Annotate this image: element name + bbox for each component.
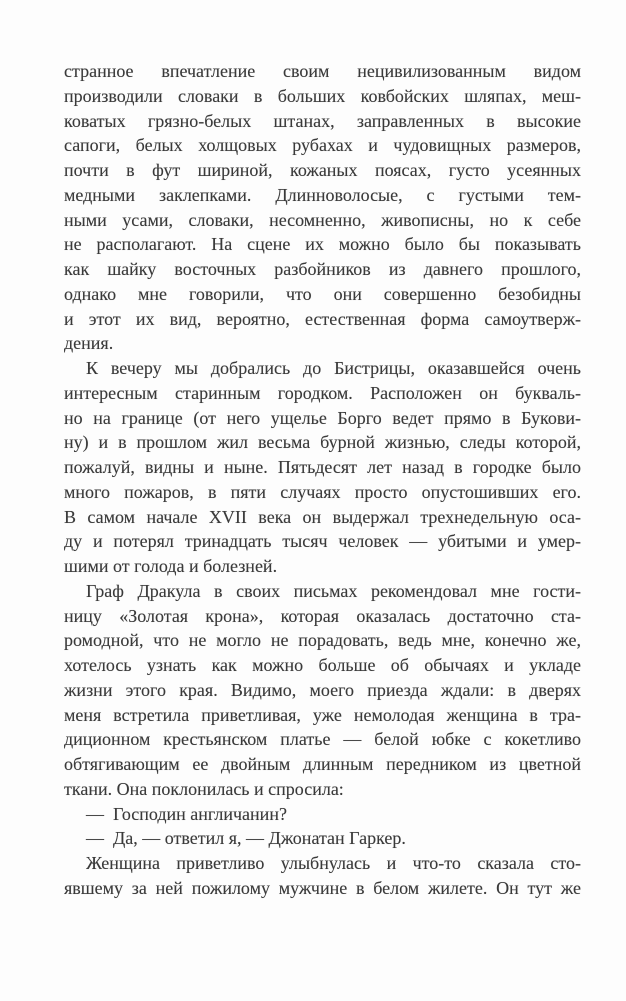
text-line: меня встретила приветливая, уже немолодая женщина в тра-	[64, 704, 581, 725]
text-line: и этот их вид, вероятно, естественная форма самоутверж-	[64, 308, 581, 329]
text-line: странное впечатление своим нецивилизованным видом	[64, 61, 581, 81]
text-line: Женщина приветливо улыбнулась и что-то сказала сто-	[86, 853, 581, 873]
paragraph	[64, 851, 581, 901]
text-line: медными заклепками. Длинноволосые, с густыми тем-	[64, 184, 581, 205]
text-line: интересным старинным городком. Расположен он букваль-	[64, 382, 581, 403]
text-line: ными усами, словаки, несомненно, живописны, но к себе	[64, 209, 581, 230]
text-line: ткани. Она поклонилась и спросила:	[64, 778, 344, 799]
text-line: — Да, — ответил я, — Джонатан Гаркер.	[86, 828, 406, 849]
paragraph	[64, 59, 581, 356]
text-line: дения.	[64, 333, 114, 354]
paragraph	[64, 356, 581, 579]
text-line: коватых грязно-белых штанах, заправленных в высокие	[64, 110, 581, 131]
text-line: производили словаки в больших ковбойских шляпах, меш-	[64, 85, 581, 106]
text-line: как шайку восточных разбойников из давнего прошлого,	[64, 259, 581, 279]
text-line: явшему за ней пожилому мужчине в белом жилете. Он тут же	[64, 877, 581, 898]
text-line: В самом начале XVII века он выдержал трехнедельную оса-	[64, 506, 581, 527]
text-line: — Господин англичанин?	[86, 803, 287, 824]
text-line: диционном крестьянском платье — белой юбке с кокетливо	[64, 729, 581, 750]
text-line: не располагают. На сцене их можно было бы показывать	[64, 234, 581, 255]
paragraph	[64, 579, 581, 802]
text-line: однако мне говорили, что они совершенно безобидны	[64, 283, 581, 304]
text-line: сапоги, белых холщовых рубахах и чудовищных размеров,	[64, 135, 581, 156]
text-line: ницу «Золотая крона», которая оказалась достаточно ста-	[64, 605, 581, 626]
dialogue-paragraph	[64, 802, 581, 827]
text-line: жизни этого края. Видимо, моего приезда ждали: в дверях	[64, 679, 581, 700]
text-line: пожалуй, видны и ныне. Пятьдесят лет назад в городке было	[64, 457, 581, 477]
text-line: ду и потерял тринадцать тысяч человек — убитыми и умер-	[64, 531, 581, 552]
text-line: обтягивающим ее двойным длинным передником из цветной	[64, 754, 581, 774]
page-text	[64, 59, 581, 901]
text-line: но на границе (от него ущелье Борго ведет прямо в Букови-	[64, 407, 581, 428]
text-line: почти в фут шириной, кожаных поясах, густо усеянных	[64, 160, 581, 180]
dialogue-paragraph	[64, 826, 581, 851]
text-line: хотелось узнать как можно больше об обычаях и укладе	[64, 655, 581, 675]
text-line: ну) и в прошлом жил весьма бурной жизнью, следы которой,	[64, 432, 581, 453]
text-line: К вечеру мы добрались до Бистрицы, оказавшейся очень	[86, 358, 581, 378]
text-line: ромодной, что не могло не порадовать, ведь мне, конечно же,	[64, 630, 581, 651]
text-line: много пожаров, в пяти случаях просто опустошивших его.	[64, 481, 581, 502]
text-line: шими от голода и болезней.	[64, 556, 278, 576]
text-line: Граф Дракула в своих письмах рекомендовал мне гости-	[86, 580, 581, 601]
